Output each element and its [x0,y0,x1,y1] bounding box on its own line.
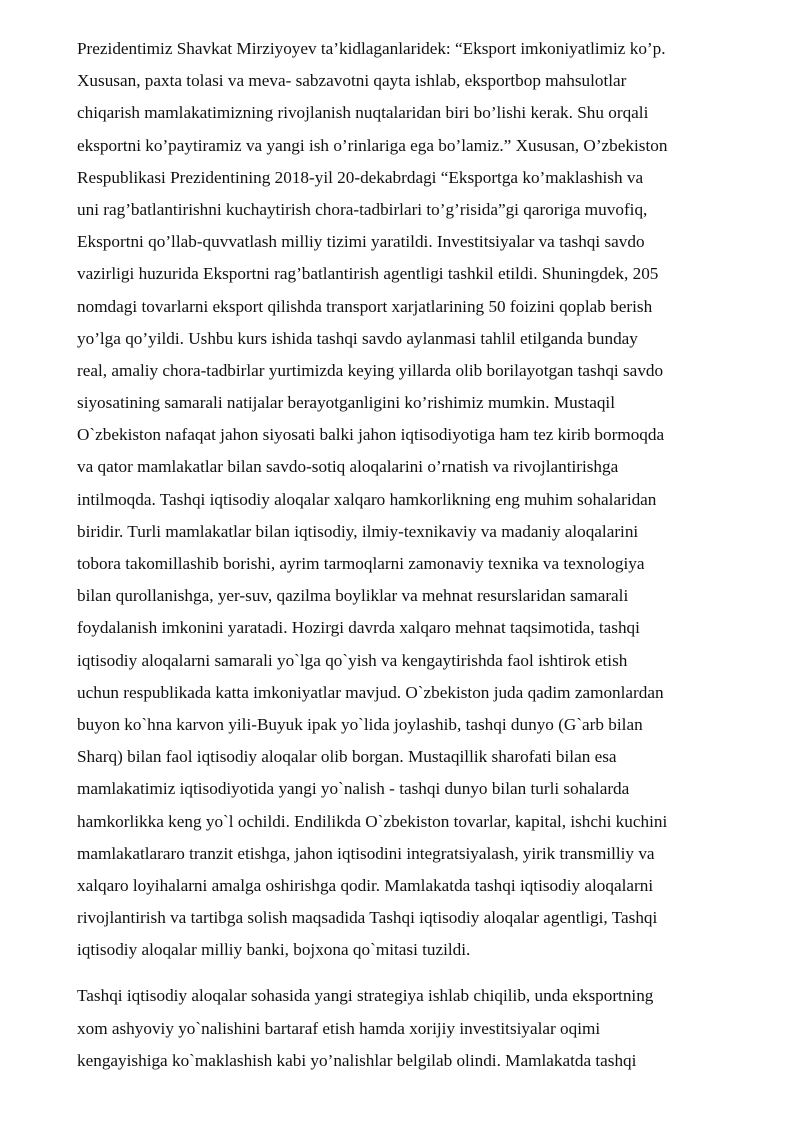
text-line: rivojlantirish va tartibga solish maqsadida Tashqi iqtisodiy aloqalar agentligi, Tashqi [77,908,658,928]
text-line: biridir. Turli mamlakatlar bilan iqtisodiy, ilmiy-texnikaviy va madaniy aloqalarini [77,521,639,541]
document-body [77,33,727,1077]
text-line: nomdagi tovarlarni eksport qilishda transport xarjatlarining 50 foizini qoplab berish [77,296,653,316]
text-line: mamlakatimiz iqtisodiyotida yangi yo`nalish - tashqi dunyo bilan turli sohalarda [77,779,630,799]
text-line: xalqaro loyihalarni amalga oshirishga qodir. Mamlakatda tashqi iqtisodiy aloqalarni [77,875,654,895]
text-line: vazirligi huzurida Eksportni rag’batlantirish agentligi tashkil etildi. Shuningdek, 205 [77,264,659,284]
text-line: kengayishiga ko`maklashish kabi yo’nalishlar belgilab olindi. Mamlakatda tashqi [77,1050,637,1070]
text-line: iqtisodiy aloqalarni samarali yo`lga qo`yish va kengaytirishda faol ishtirok etish [77,650,628,670]
text-line: chiqarish mamlakatimizning rivojlanish nuqtalaridan biri bo’lishi kerak. Shu orqali [77,103,649,123]
text-line: va qator mamlakatlar bilan savdo-sotiq aloqalarini o’rnatish va rivojlantirishga [77,457,619,477]
text-line: yo’lga qo’yildi. Ushbu kurs ishida tashqi savdo aylanmasi tahlil etilganda bunday [77,328,638,348]
text-line: uchun respublikada katta imkoniyatlar mavjud. O`zbekiston juda qadim zamonlardan [77,682,664,702]
text-line: bilan qurollanishga, yer-suv, qazilma boyliklar va mehnat resurslaridan samarali [77,586,629,606]
text-line: hamkorlikka keng yo`l ochildi. Endilikda O`zbekiston tovarlar, kapital, ishchi kuchini [77,811,668,831]
text-line: O`zbekiston nafaqat jahon siyosati balki jahon iqtisodiyotiga ham tez kirib bormoqda [77,425,665,445]
text-line: xom ashyoviy yo`nalishini bartaraf etish hamda xorijiy investitsiyalar oqimi [77,1018,601,1038]
text-line: tobora takomillashib borishi, ayrim tarmoqlarni zamonaviy texnika va texnologiya [77,554,645,573]
text-line: Eksportni qo’llab-quvvatlash milliy tizimi yaratildi. Investitsiyalar va tashqi savdo [77,232,645,252]
text-line: Tashqi iqtisodiy aloqalar sohasida yangi strategiya ishlab chiqilib, unda eksportning [77,986,654,1006]
text-line: foydalanish imkonini yaratadi. Hozirgi davrda xalqaro mehnat taqsimotida, tashqi [77,618,640,638]
text-line: iqtisodiy aloqalar milliy banki, bojxona qo`mitasi tuzildi. [77,940,471,960]
paragraph-2 [77,980,727,1077]
text-line: siyosatining samarali natijalar berayotganligini ko’rishimiz mumkin. Mustaqil [77,393,615,413]
text-line: real, amaliy chora-tadbirlar yurtimizda keying yillarda olib borilayotgan tashqi savdo [77,360,664,380]
text-line: buyon ko`hna karvon yili-Buyuk ipak yo`lida joylashib, tashqi dunyo (G`arb bilan [77,714,643,734]
text-line: eksportni ko’paytiramiz va yangi ish o’rinlariga ega bo’lamiz.” Xususan, O’zbekiston [77,135,668,155]
text-line: intilmoqda. Tashqi iqtisodiy aloqalar xalqaro hamkorlikning eng muhim sohalaridan [77,489,657,509]
text-line: Respublikasi Prezidentining 2018-yil 20-dekabrdagi “Eksportga ko’maklashish va [77,167,644,187]
text-line: Sharq) bilan faol iqtisodiy aloqalar olib borgan. Mustaqillik sharofati bilan esa [77,747,617,767]
text-line: Prezidentimiz Shavkat Mirziyoyev ta’kidlaganlaridek: “Eksport imkoniyatlimiz ko’p. [77,39,666,58]
text-line: uni rag’batlantirishni kuchaytirish chora-tadbirlari to’g’risida”gi qaroriga muvofiq, [77,199,648,219]
paragraph-1 [77,33,727,966]
text-line: mamlakatlararo tranzit etishga, jahon iqtisodini integratsiyalash, yirik transmilliy va [77,843,655,863]
text-line: Xususan, paxta tolasi va meva- sabzavotni qayta ishlab, eksportbop mahsulotlar [77,71,627,91]
